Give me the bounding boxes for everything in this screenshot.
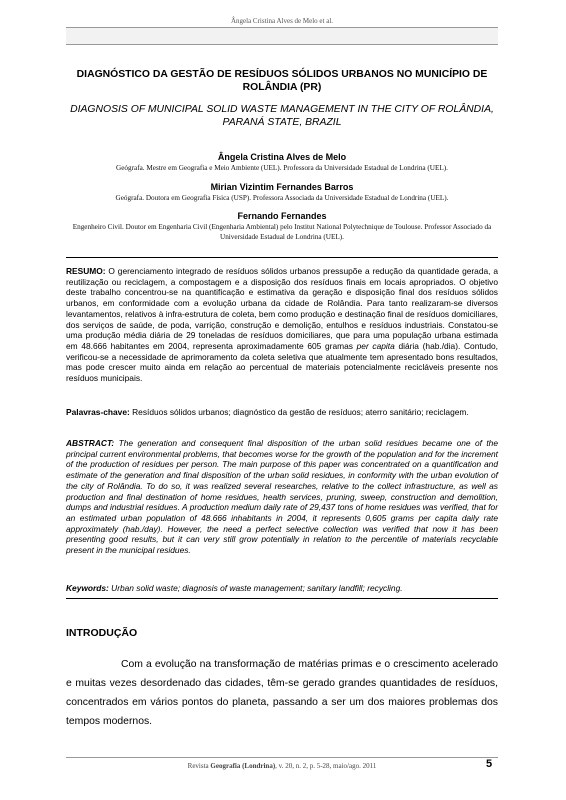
section-divider xyxy=(66,257,498,258)
resumo-text-continued: diária (hab./dia). Contudo, verificou-se a necessidade de aprimoramento da coleta seletiva que atualmente tem apresentado bons resultados, mas pode crescer muito ainda em relação ao percentual de materiais potencialmente recicláveis presente nos resíduos municipais. xyxy=(66,340,499,384)
abstract-text: The generation and consequent final disposition of the urban solid residues became one of the principal current environmental problems, that becomes worse for the growth of the population and for the increment of the production of residues per person. The main purpose of this paper was concentrated on a quantification and estimate of the generation and final disposition of the urban solid residues, in conformity with the urban evolution of the city of Rolândia. To do so, it was realized several researches, relative to the collect infrastructure, as well as production and final destination of home residues, health services, pruning, sweep, construction and demolition, dumps and industrial residues. A production medium daily rate of 29,437 tons of home residues was verified, that for an estimated urban population of 48.666 inhabitants in 2004, it represents 0,605 grams per capita daily rate approximately (hab./day). However, the need a perfect selective collection was verified that now it has been presenting good results, but it can very still grow potentially in relation to the percentile of materials recyclable present in the municipal residues. xyxy=(66,438,498,556)
introducao-heading: INTRODUÇÃO xyxy=(66,627,138,639)
palavras-chave-label: Palavras-chave: xyxy=(66,407,130,417)
resumo-text: O gerenciamento integrado de resíduos sólidos urbanos pressupõe a redução da quantidade gerada, a reutilização ou reciclagem, a compostagem e a disposição dos resíduos finais em locais apropriados. O objetivo deste trabalho concentrou-se na quantificação e estimativa da geração e disposição final dos resíduos sólidos urbanos, em conformidade com a evolução urbana da cidade de Rolândia. Para tanto realizaram-se diversos levantamentos, relativos à infra-estrutura de coleta, bem como produção e destinação final de resíduos domiciliares, dos serviços de saúde, de poda, varrição, construção e demolição, entulhos e resíduos industriais. Constatou-se uma produção média diária de 29 toneladas de resíduos domiciliares, que para uma população urbana estimada em 48.666 habitantes em 2004, representa aproximadamente 605 gramas xyxy=(66,266,498,351)
author-affiliation: Geógrafa. Doutora em Geografia Física (USP). Professora Associada da Universidade Estadual de Londrina (UEL). xyxy=(115,194,449,202)
page-number: 5 xyxy=(486,758,493,770)
footer-citation-details: , v. 20, n. 2, p. 5-28, maio/ago. 2011 xyxy=(275,762,377,770)
keywords-label: Keywords: xyxy=(66,583,109,593)
abstract-label: ABSTRACT: xyxy=(66,438,115,448)
running-header-band xyxy=(66,27,498,45)
article-title-portuguese: DIAGNÓSTICO DA GESTÃO DE RESÍDUOS SÓLIDOS URBANOS NO MUNICÍPIO DE ROLÂNDIA (PR) xyxy=(76,69,488,93)
author-name: Mirian Vizintim Fernandes Barros xyxy=(210,182,354,192)
introducao-paragraph: Com a evolução na transformação de matérias primas e o crescimento acelerado e muitas vezes desordenado das cidades, têm-se gerado grandes quantidades de resíduos, concentrados em vários pontos do planeta, passando a ser um dos maiores problemas dos tempos modernos. xyxy=(66,659,498,727)
footer-journal-prefix: Revista xyxy=(187,762,209,770)
abstract-paragraph xyxy=(66,438,498,556)
keywords-text: Urban solid waste; diagnosis of waste management; sanitary landfill; recycling. xyxy=(111,583,403,593)
author-name: Ângela Cristina Alves de Melo xyxy=(217,152,347,162)
palavras-chave-paragraph xyxy=(66,407,498,418)
author-name: Fernando Fernandes xyxy=(237,211,327,221)
resumo-italic-term: per capita xyxy=(356,340,395,351)
footer-divider xyxy=(66,757,498,758)
article-title-english: DIAGNOSIS OF MUNICIPAL SOLID WASTE MANAGEMENT IN THE CITY OF ROLÂNDIA, PARANÁ STATE, BRAZIL xyxy=(70,104,494,128)
keywords-paragraph xyxy=(66,583,498,594)
running-author: Ângela Cristina Alves de Melo et al. xyxy=(230,17,334,25)
author-affiliation: Engenheiro Civil. Doutor em Engenharia Civil (Engenharia Ambiental) pelo Institut National Polytechnique de Toulouse. Professor Associado da Universidade Estadual de Londrina (UEL). xyxy=(72,223,492,241)
author-affiliation: Geógrafa. Mestre em Geografia e Meio Ambiente (UEL). Professora da Universidade Estadual de Londrina (UEL). xyxy=(116,164,448,172)
section-divider xyxy=(66,598,498,599)
footer-journal-name: Geografia (Londrina) xyxy=(210,762,276,770)
resumo-paragraph xyxy=(66,266,498,384)
resumo-label: RESUMO: xyxy=(66,266,106,276)
palavras-chave-text: Resíduos sólidos urbanos; diagnóstico da gestão de resíduos; aterro sanitário; reciclagem. xyxy=(132,407,469,417)
footer-citation xyxy=(66,762,498,770)
